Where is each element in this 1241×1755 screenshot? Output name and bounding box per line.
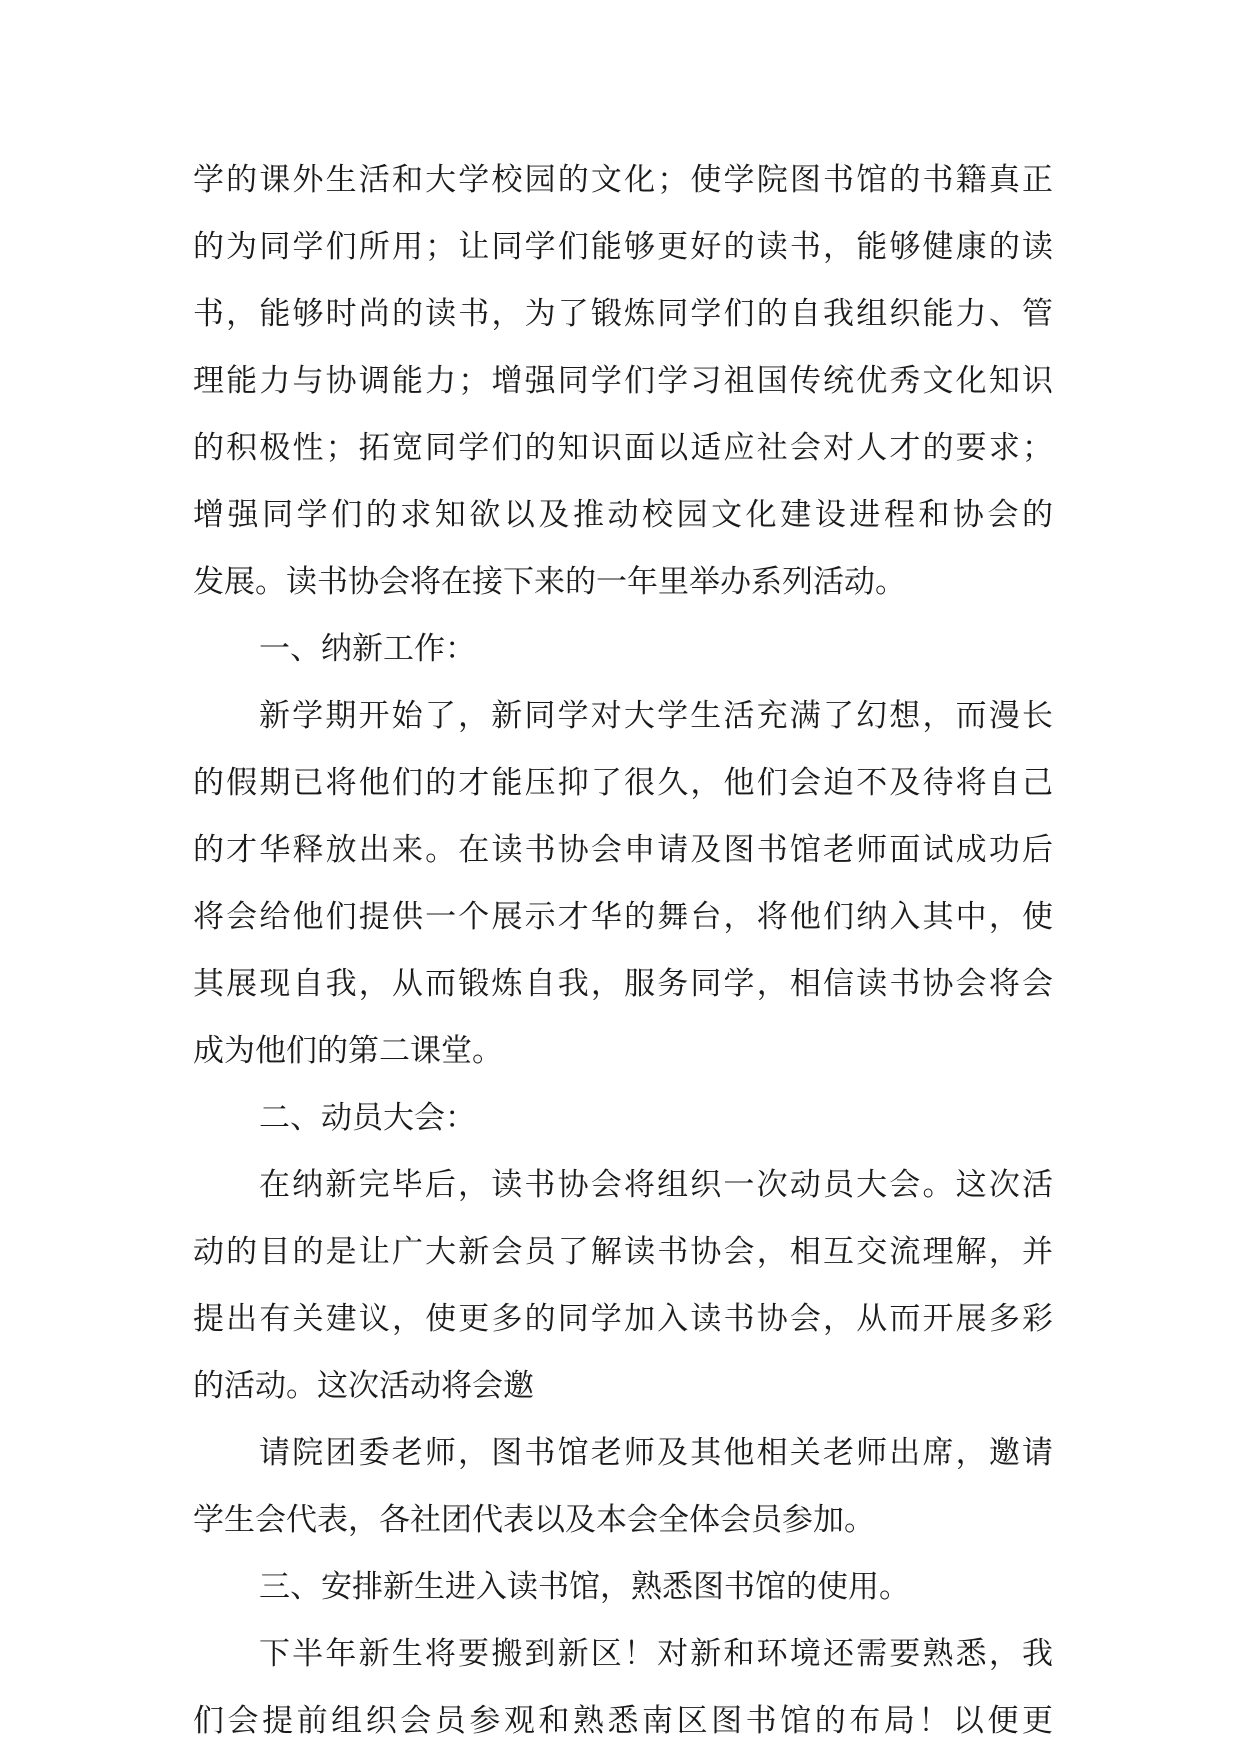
- document-body: [193, 147, 1053, 1755]
- text-line: 理能力与协调能力；增强同学们学习祖国传统优秀文化知识: [193, 363, 1053, 399]
- text-line: 将会给他们提供一个展示才华的舞台，将他们纳入其中，使: [193, 899, 1053, 935]
- text-line: 书，能够时尚的读书，为了锻炼同学们的自我组织能力、管: [193, 296, 1053, 332]
- text-line: 动的目的是让广大新会员了解读书协会，相互交流理解，并: [193, 1234, 1053, 1270]
- text-line: 下半年新生将要搬到新区！对新和环境还需要熟悉，我: [259, 1636, 1053, 1672]
- text-line: 新学期开始了，新同学对大学生活充满了幻想，而漫长: [259, 698, 1053, 734]
- text-line: 提出有关建议，使更多的同学加入读书协会，从而开展多彩: [193, 1301, 1053, 1337]
- text-line: 学的课外生活和大学校园的文化；使学院图书馆的书籍真正: [193, 162, 1053, 198]
- text-line: 一、纳新工作：: [259, 631, 476, 667]
- text-line: 们会提前组织会员参观和熟悉南区图书馆的布局！以便更: [193, 1703, 1053, 1739]
- text-line: 在纳新完毕后，读书协会将组织一次动员大会。这次活: [259, 1167, 1053, 1203]
- text-line: 学生会代表，各社团代表以及本会全体会员参加。: [193, 1502, 875, 1538]
- text-line: 的假期已将他们的才能压抑了很久，他们会迫不及待将自己: [193, 765, 1053, 801]
- text-line: 请院团委老师，图书馆老师及其他相关老师出席，邀请: [259, 1435, 1053, 1471]
- text-line: 成为他们的第二课堂。: [193, 1033, 503, 1069]
- text-line: 的才华释放出来。在读书协会申请及图书馆老师面试成功后: [193, 832, 1053, 868]
- text-line: 二、动员大会：: [259, 1100, 476, 1136]
- text-line: 增强同学们的求知欲以及推动校园文化建设进程和协会的: [193, 497, 1053, 533]
- text-line: 三、安排新生进入读书馆，熟悉图书馆的使用。: [259, 1569, 910, 1605]
- text-line: 的为同学们所用；让同学们能够更好的读书，能够健康的读: [193, 229, 1053, 265]
- text-line: 的活动。这次活动将会邀: [193, 1368, 534, 1404]
- text-line: 其展现自我，从而锻炼自我，服务同学，相信读书协会将会: [193, 966, 1053, 1002]
- text-line: 的积极性；拓宽同学们的知识面以适应社会对人才的要求；: [193, 430, 1053, 466]
- text-line: 发展。读书协会将在接下来的一年里举办系列活动。: [193, 564, 906, 600]
